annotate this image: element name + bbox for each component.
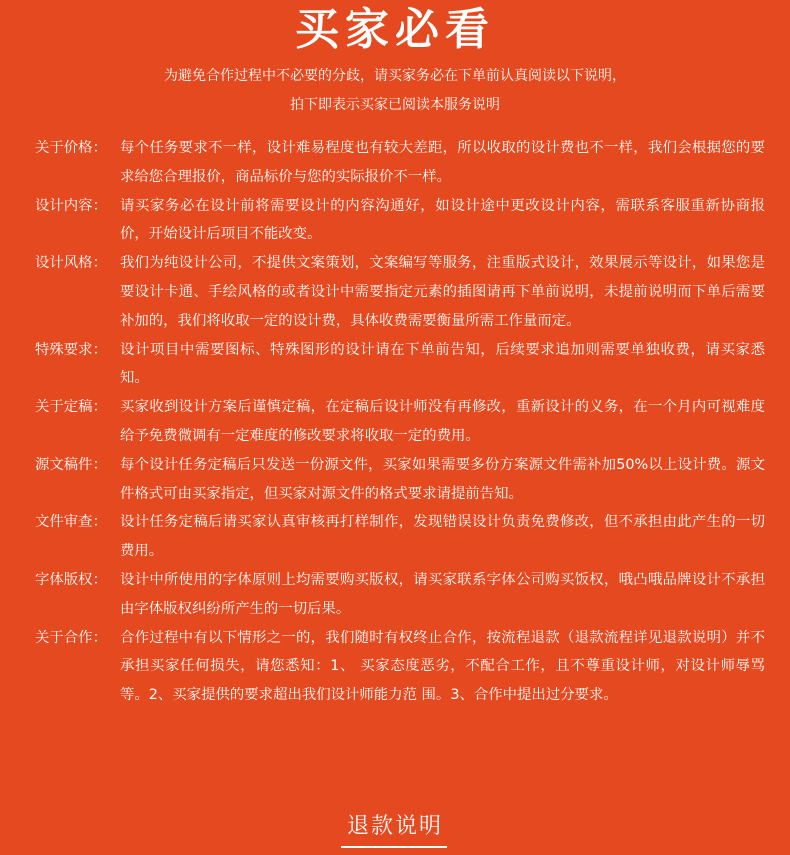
intro-text [0, 62, 790, 120]
section-text: 设计中所使用的字体原则上均需要购买版权，请买家联系字体公司购买饭权，哦凸哦品牌设计不承担由字体版权纠纷所产生的一切后果。 [120, 571, 765, 617]
section-label: 关于定稿： [35, 399, 107, 416]
section-text: 设计任务定稿后请买家认真审核再打样制作，发现错误设计负责免费修改，但不承担由此产生的一切费用。 [120, 514, 765, 560]
heading-underline [341, 846, 447, 848]
section-text: 买家收到设计方案后谨慎定稿，在定稿后设计师没有再修改，重新设计的义务，在一个月内可视难度给予免费微调有一定难度的修改要求将收取一定的费用。 [120, 399, 765, 444]
section-file-review [35, 508, 765, 566]
section-label: 字体版权： [35, 571, 107, 588]
intro-line-1: 为避免合作过程中不必要的分歧，请买家务必在下单前认真阅读以下说明， [164, 68, 626, 84]
section-label: 文件审查： [35, 514, 107, 531]
refund-policy-heading: 退款说明 [346, 814, 443, 839]
intro-line-2: 拍下即表示买家已阅读本服务说明 [290, 97, 500, 113]
section-label: 设计风格： [35, 255, 107, 272]
section-source-files [35, 451, 765, 509]
section-design-content [35, 192, 765, 250]
section-text: 设计项目中需要图标、特殊图形的设计请在下单前告知，后续要求追加则需要单独收费，请买家悉知。 [120, 341, 765, 387]
section-cooperation [35, 624, 765, 710]
section-label: 关于合作： [35, 629, 107, 646]
section-special-requirements [35, 336, 765, 394]
section-price [35, 134, 765, 192]
section-text: 我们为纯设计公司，不提供文案策划，文案编写等服务，注重版式设计，效果展示等设计，如果您是要设计卡通、手绘风格的或者设计中需要指定元素的插图请再下单前说明，未提前说明而下单后需要补加的，我们将收取一定的设计费，具体收费需要衡量所需工作量而定。 [120, 255, 765, 329]
section-label: 特殊要求： [35, 341, 107, 358]
page-title: 买家必看 [295, 4, 495, 55]
section-design-style [35, 249, 765, 335]
section-finalization [35, 393, 765, 451]
section-text: 请买家务必在设计前将需要设计的内容沟通好，如设计途中更改设计内容，需联系客服重新协商报价，开始设计后项目不能改变。 [120, 197, 765, 243]
section-font-copyright [35, 566, 765, 624]
section-text: 每个设计任务定稿后只发送一份源文件，买家如果需要多份方案源文件需补加50%以上设计费。源文件格式可由买家指定，但买家对源文件的格式要求请提前告知。 [120, 456, 765, 502]
section-label: 源文稿件： [35, 456, 107, 473]
terms-list [35, 134, 765, 710]
section-text: 合作过程中有以下情形之一的，我们随时有权终止合作，按流程退款（退款流程详见退款说明）并不承担买家任何损失，请您悉知：1、 买家态度恶劣，不配合工作，且不尊重设计师，对设计师辱骂等。2、买家提供的要求超出我们设计师能力范 围。3、合作中提出过分要求。 [120, 629, 765, 704]
section-label: 设计内容： [35, 197, 107, 214]
section-text: 每个任务要求不一样，设计难易程度也有较大差距，所以收取的设计费也不一样，我们会根据您的要求给您合理报价，商品标价与您的实际报价不一样。 [120, 140, 765, 185]
section-label: 关于价格： [35, 140, 107, 156]
